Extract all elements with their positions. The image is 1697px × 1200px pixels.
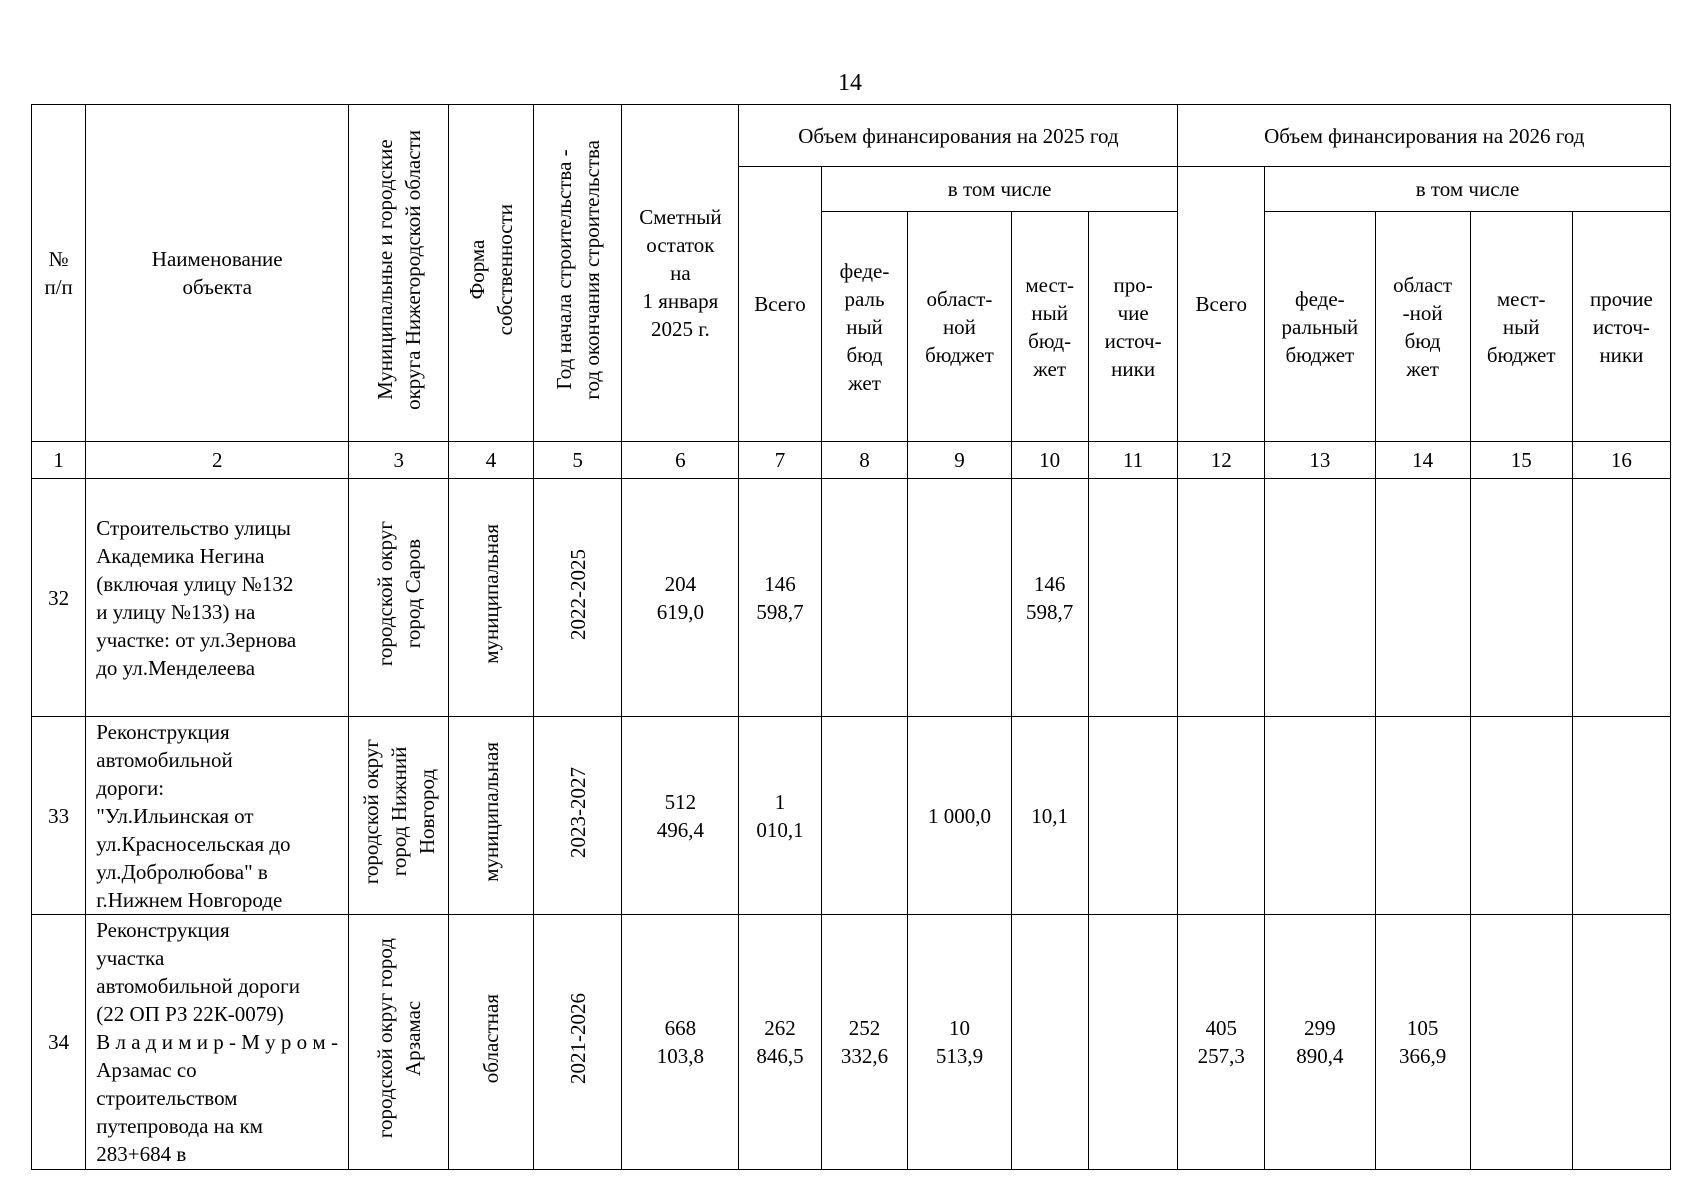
row-local-2026	[1470, 915, 1572, 1170]
row-years: 2021-2026	[533, 915, 622, 1170]
table-row	[32, 915, 1671, 1170]
column-number: 6	[622, 442, 739, 479]
column-number: 4	[449, 442, 534, 479]
row-municipality: городской округ город Саров	[349, 479, 449, 717]
row-federal-2026	[1265, 717, 1376, 915]
header-name: Наименование объекта	[86, 105, 349, 442]
table-row	[32, 479, 1671, 717]
row-object-name: Реконструкция участка автомобильной дороги (22 ОП РЗ 22К-0079) В л а д и м и р - М у р о м - Арзамас со строительством путепровода на км 283+684 в	[86, 915, 349, 1170]
row-federal-2026	[1265, 479, 1376, 717]
column-numbers-row	[32, 442, 1671, 479]
header-local-2026: мест- ный бюджет	[1470, 212, 1572, 442]
header-federal-2026: феде- ральный бюджет	[1265, 212, 1376, 442]
row-ownership: муниципальная	[449, 479, 534, 717]
row-object-name: Реконструкция автомобильной дороги: "Ул.Ильинская от ул.Красносельская до ул.Добролюбова" в г.Нижнем Новгороде	[86, 717, 349, 915]
column-number: 16	[1572, 442, 1670, 479]
row-federal-2026: 299 890,4	[1265, 915, 1376, 1170]
row-other-2025	[1088, 915, 1178, 1170]
header-ownership: Форма собственности	[449, 105, 534, 442]
row-remaining: 668 103,8	[622, 915, 739, 1170]
header-total-2025: Всего	[739, 167, 821, 442]
header-local-2025: мест- ный бюд- жет	[1011, 212, 1088, 442]
row-regional-2025: 1 000,0	[908, 717, 1011, 915]
row-remaining: 512 496,4	[622, 717, 739, 915]
row-total-2025: 146 598,7	[739, 479, 821, 717]
row-num: 33	[32, 717, 86, 915]
header-funding-2026: Объем финансирования на 2026 год	[1178, 105, 1671, 167]
header-num: № п/п	[32, 105, 86, 442]
row-municipality: городской округ город Арзамас	[349, 915, 449, 1170]
row-other-2026	[1572, 479, 1670, 717]
row-num: 34	[32, 915, 86, 1170]
column-number: 10	[1011, 442, 1088, 479]
header-federal-2025: феде- раль ный бюд жет	[821, 212, 908, 442]
header-including-2025: в том числе	[821, 167, 1178, 212]
header-other-2025: про- чие источ- ники	[1088, 212, 1178, 442]
row-ownership: муниципальная	[449, 717, 534, 915]
row-federal-2025: 252 332,6	[821, 915, 908, 1170]
column-number: 13	[1265, 442, 1376, 479]
column-number: 3	[349, 442, 449, 479]
row-regional-2026	[1375, 479, 1470, 717]
header-municipality: Муниципальные и городские округа Нижегородской области	[349, 105, 449, 442]
header-years: Год начала строительства - год окончания строительства	[533, 105, 622, 442]
row-total-2026: 405 257,3	[1178, 915, 1265, 1170]
row-other-2025	[1088, 717, 1178, 915]
column-number: 11	[1088, 442, 1178, 479]
row-federal-2025	[821, 479, 908, 717]
column-number: 5	[533, 442, 622, 479]
row-local-2026	[1470, 479, 1572, 717]
row-other-2025	[1088, 479, 1178, 717]
row-remaining: 204 619,0	[622, 479, 739, 717]
row-regional-2025: 10 513,9	[908, 915, 1011, 1170]
header-other-2026: прочие источ- ники	[1572, 212, 1670, 442]
row-years: 2022-2025	[533, 479, 622, 717]
page-number: 14	[838, 70, 862, 96]
header-regional-2025: област- ной бюджет	[908, 212, 1011, 442]
row-other-2026	[1572, 717, 1670, 915]
row-municipality: городской округ город Нижний Новгород	[349, 717, 449, 915]
header-regional-2026: област -ной бюд жет	[1375, 212, 1470, 442]
column-number: 2	[86, 442, 349, 479]
table-row	[32, 717, 1671, 915]
row-local-2025: 10,1	[1011, 717, 1088, 915]
column-number: 9	[908, 442, 1011, 479]
row-local-2026	[1470, 717, 1572, 915]
column-number: 7	[739, 442, 821, 479]
column-number: 15	[1470, 442, 1572, 479]
row-federal-2025	[821, 717, 908, 915]
row-years: 2023-2027	[533, 717, 622, 915]
header-row-1	[32, 105, 1671, 167]
column-number: 12	[1178, 442, 1265, 479]
header-remaining: Сметный остаток на 1 января 2025 г.	[622, 105, 739, 442]
column-number: 1	[32, 442, 86, 479]
row-local-2025: 146 598,7	[1011, 479, 1088, 717]
header-total-2026: Всего	[1178, 167, 1265, 442]
row-num: 32	[32, 479, 86, 717]
funding-table	[31, 104, 1671, 1170]
header-including-2026: в том числе	[1265, 167, 1671, 212]
column-number: 8	[821, 442, 908, 479]
column-number: 14	[1375, 442, 1470, 479]
row-regional-2026: 105 366,9	[1375, 915, 1470, 1170]
row-total-2026	[1178, 479, 1265, 717]
row-total-2026	[1178, 717, 1265, 915]
row-total-2025: 262 846,5	[739, 915, 821, 1170]
row-total-2025: 1 010,1	[739, 717, 821, 915]
row-regional-2026	[1375, 717, 1470, 915]
row-other-2026	[1572, 915, 1670, 1170]
row-regional-2025	[908, 479, 1011, 717]
row-object-name: Строительство улицы Академика Негина (включая улицу №132 и улицу №133) на участке: от ул.Зернова до ул.Менделеева	[86, 479, 349, 717]
row-ownership: областная	[449, 915, 534, 1170]
row-local-2025	[1011, 915, 1088, 1170]
header-funding-2025: Объем финансирования на 2025 год	[739, 105, 1178, 167]
